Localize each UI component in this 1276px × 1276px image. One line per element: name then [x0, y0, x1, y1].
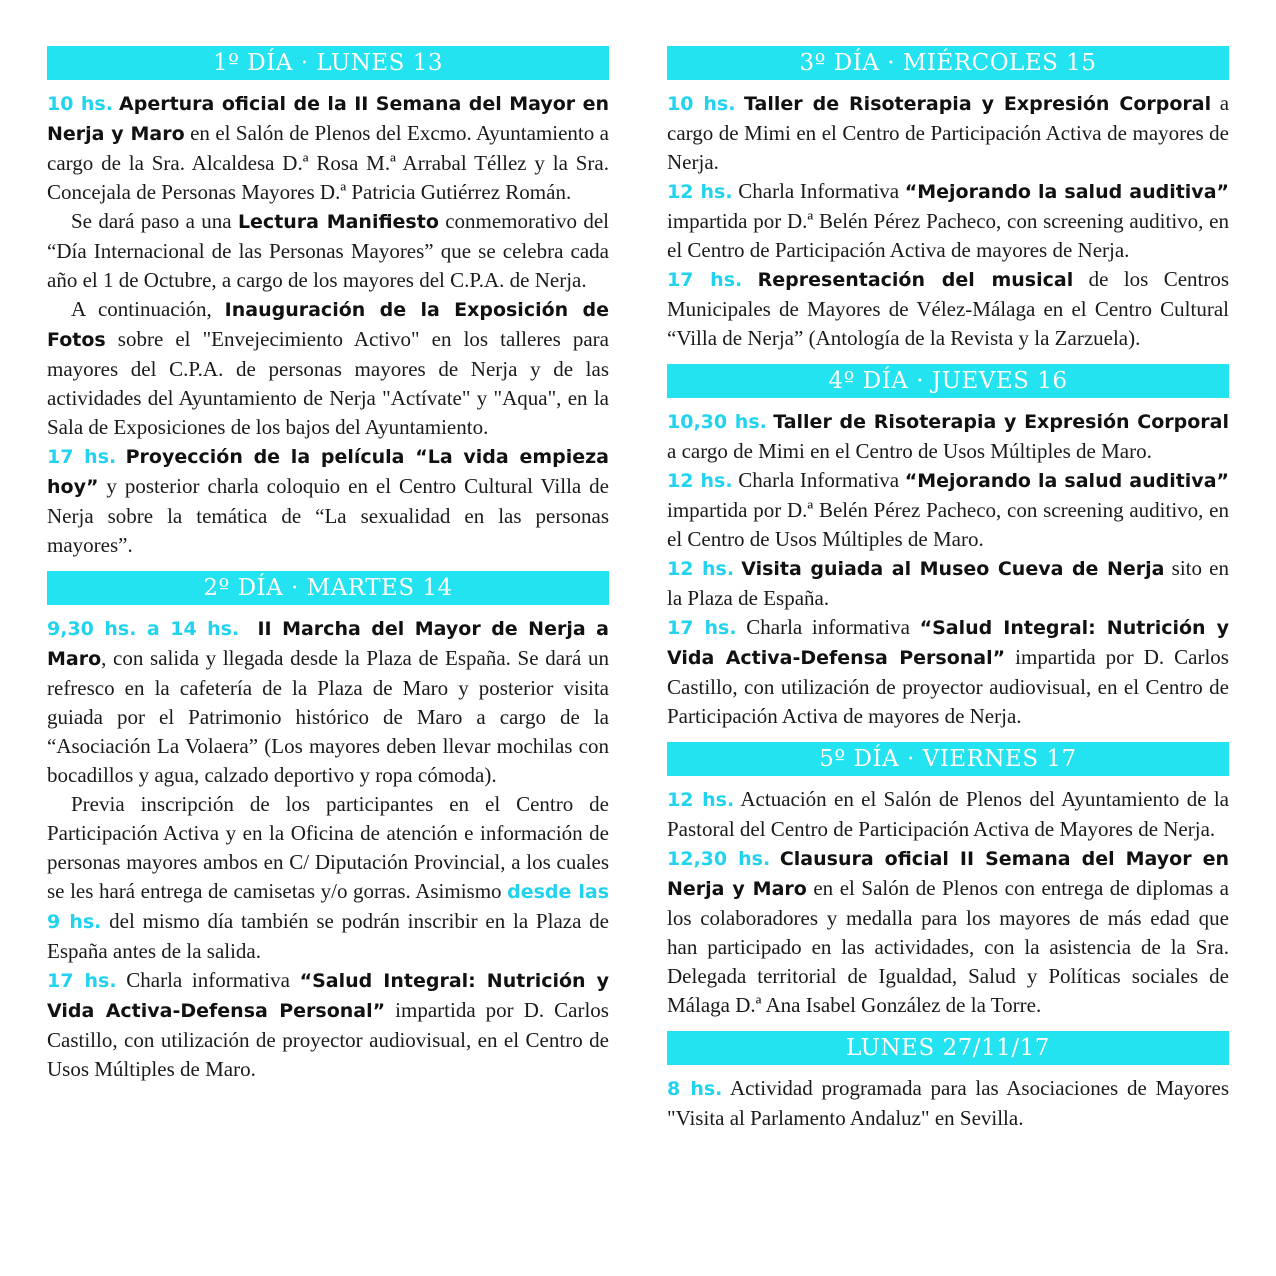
event-title: “Mejorando la salud auditiva” [904, 470, 1229, 492]
event-title: Visita guiada al Museo Cueva de Nerja [741, 558, 1165, 580]
event-title: Clausura oficial II Semana del Mayor en Nerja y Maro [667, 848, 1230, 900]
day2-march-paragraph [47, 614, 609, 790]
day1-film-paragraph [47, 442, 609, 560]
day3-musical-paragraph [667, 265, 1229, 353]
time-label: 17 hs. [667, 617, 737, 639]
time-label: desde las 9 hs. [47, 881, 610, 933]
time-label: 12 hs. [667, 558, 735, 580]
event-text: , con salida y llegada desde la Plaza de España. Se dará un refresco en la cafetería de la Plaza de Maro y posterior visita guiada por el Patrimonio histórico de Maro a cargo de la “Asociación La Volaera” (Los mayores deben llevar mochilas con bocadillos y agua, calzado deportivo y ropa cómoda). [47, 646, 609, 787]
time-label: 9,30 hs. a 14 hs. [47, 618, 240, 640]
event-text: del mismo día también se podrán inscribir en la Plaza de España antes de la salida. [47, 909, 609, 963]
event-title: Taller de Risoterapia y Expresión Corporal [773, 411, 1229, 433]
event-text: impartida por D. Carlos Castillo, con utilización de proyector audiovisual, en el Centro de Participación Activa de mayores de Nerja. [667, 645, 1229, 728]
event-title: Lectura Manifiesto [237, 211, 439, 233]
event-text: Charla informativa [116, 968, 300, 992]
time-label: 12 hs. [667, 789, 735, 811]
event-title: Inauguración de la Exposición de Fotos [47, 299, 609, 351]
day1-manifesto-paragraph [47, 207, 609, 295]
event-title: “Salud Integral: Nutrición y Vida Activa-Defensa Personal” [47, 970, 610, 1022]
event-title: Representación del musical [757, 269, 1074, 291]
time-label: 10 hs. [667, 93, 736, 115]
event-title: “Mejorando la salud auditiva” [904, 181, 1229, 203]
event-title: II Marcha del Mayor de Nerja a Maro [47, 618, 609, 670]
day5-closing-paragraph [667, 844, 1229, 1020]
event-text: sobre el "Envejecimiento Activo" en los talleres para mayores del C.P.A. de personas mayores de Nerja y de las actividades del Ayuntamiento de Nerja "Actívate" y "Aqua", en la Sala de Exposiciones de los bajos del Ayuntamiento. [47, 327, 609, 439]
event-title: Proyección de la película “La vida empieza hoy” [47, 446, 610, 498]
event-title: “Salud Integral: Nutrición y Vida Activa-Defensa Personal” [667, 617, 1230, 669]
time-label: 8 hs. [667, 1078, 723, 1100]
event-text: sito en la Plaza de España. [667, 556, 1229, 610]
event-text: Actuación en el Salón de Plenos del Ayuntamiento de la Pastoral del Centro de Participación Activa de Mayores de Nerja. [667, 787, 1230, 841]
day1-opening-paragraph [47, 89, 609, 207]
day4-health-talk-paragraph [667, 613, 1229, 731]
time-label: 17 hs. [47, 446, 117, 468]
day2-header: 2º DÍA · MARTES 14 [47, 571, 609, 605]
day1-header: 1º DÍA · LUNES 13 [47, 46, 609, 80]
event-title: Apertura oficial de la II Semana del Mayor en Nerja y Maro [47, 93, 610, 145]
time-label: 12 hs. [667, 181, 733, 203]
event-text: Charla informativa [736, 615, 920, 639]
day1-exhibition-paragraph [47, 295, 609, 442]
time-label: 12 hs. [667, 470, 733, 492]
day5-performance-paragraph [667, 785, 1229, 844]
event-text: A continuación, [71, 297, 225, 321]
event-text: en el Salón de Plenos con entrega de diplomas a los colaboradores y medalla para los mayores de más edad que han participado en las actividades, con la asistencia de la Sra. Delegada territorial de Igualdad, Salud y Políticas sociales de Málaga D.ª Ana Isabel González de la Torre. [667, 876, 1230, 1017]
event-text: a cargo de Mimi en el Centro de Usos Múltiples de Maro. [667, 439, 1152, 463]
event-text: impartida por D.ª Belén Pérez Pacheco, con screening auditivo, en el Centro de Usos Múltiples de Maro. [667, 498, 1229, 551]
left-column [47, 46, 609, 1084]
day5-header: 5º DÍA · VIERNES 17 [667, 742, 1229, 776]
event-text: Se dará paso a una [71, 209, 238, 233]
day3-talk-paragraph [667, 177, 1229, 265]
time-label: 17 hs. [667, 269, 743, 291]
event-text: impartida por D. Carlos Castillo, con utilización de proyector audiovisual, en el Centro de Usos Múltiples de Maro. [47, 998, 609, 1081]
event-text: y posterior charla coloquio en el Centro Cultural Villa de Nerja sobre la temática de “La sexualidad en las personas mayores”. [47, 474, 609, 557]
event-text: a cargo de Mimi en el Centro de Participación Activa de mayores de Nerja. [667, 91, 1230, 174]
event-text: impartida por D.ª Belén Pérez Pacheco, con screening auditivo, en el Centro de Participación Activa de mayores de Nerja. [667, 209, 1229, 262]
day3-header: 3º DÍA · MIÉRCOLES 15 [667, 46, 1229, 80]
extra-day-header: LUNES 27/11/17 [667, 1031, 1229, 1065]
day3-workshop-paragraph [667, 89, 1229, 177]
time-label: 12,30 hs. [667, 848, 771, 870]
day4-workshop-paragraph [667, 407, 1229, 466]
day2-registration-paragraph [47, 790, 609, 966]
day4-talk-paragraph [667, 466, 1229, 554]
day4-header: 4º DÍA · JUEVES 16 [667, 364, 1229, 398]
event-text: conmemorativo del “Día Internacional de las Personas Mayores” que se celebra cada año el 1 de Octubre, a cargo de los mayores del C.P.A. de Nerja. [47, 209, 609, 292]
time-label: 17 hs. [47, 970, 117, 992]
event-text: Actividad programada para las Asociaciones de Mayores "Visita al Parlamento Andaluz" en Sevilla. [667, 1076, 1229, 1130]
day2-talk-paragraph [47, 966, 609, 1084]
time-label: 10 hs. [47, 93, 113, 115]
event-text: Charla Informativa [732, 179, 905, 203]
right-column [667, 46, 1229, 1133]
day4-visit-paragraph [667, 554, 1229, 613]
time-label: 10,30 hs. [667, 411, 767, 433]
event-title: Taller de Risoterapia y Expresión Corporal [744, 93, 1212, 115]
extra-day-paragraph [667, 1074, 1229, 1133]
event-text: Charla Informativa [732, 468, 905, 492]
event-text: en el Salón de Plenos del Excmo. Ayuntamiento a cargo de la Sra. Alcaldesa D.ª Rosa M.ª Arrabal Téllez y la Sra. Concejala de Personas Mayores D.ª Patricia Gutiérrez Román. [47, 121, 609, 204]
event-text: de los Centros Municipales de Mayores de Vélez-Málaga en el Centro Cultural “Villa de Nerja” (Antología de la Revista y la Zarzuela). [667, 267, 1230, 350]
event-text: Previa inscripción de los participantes en el Centro de Participación Activa y en la Oficina de atención e información de personas mayores ambos en C/ Diputación Provincial, a los cuales se les hará entrega de camisetas y/o gorras. Asimismo [47, 792, 609, 903]
